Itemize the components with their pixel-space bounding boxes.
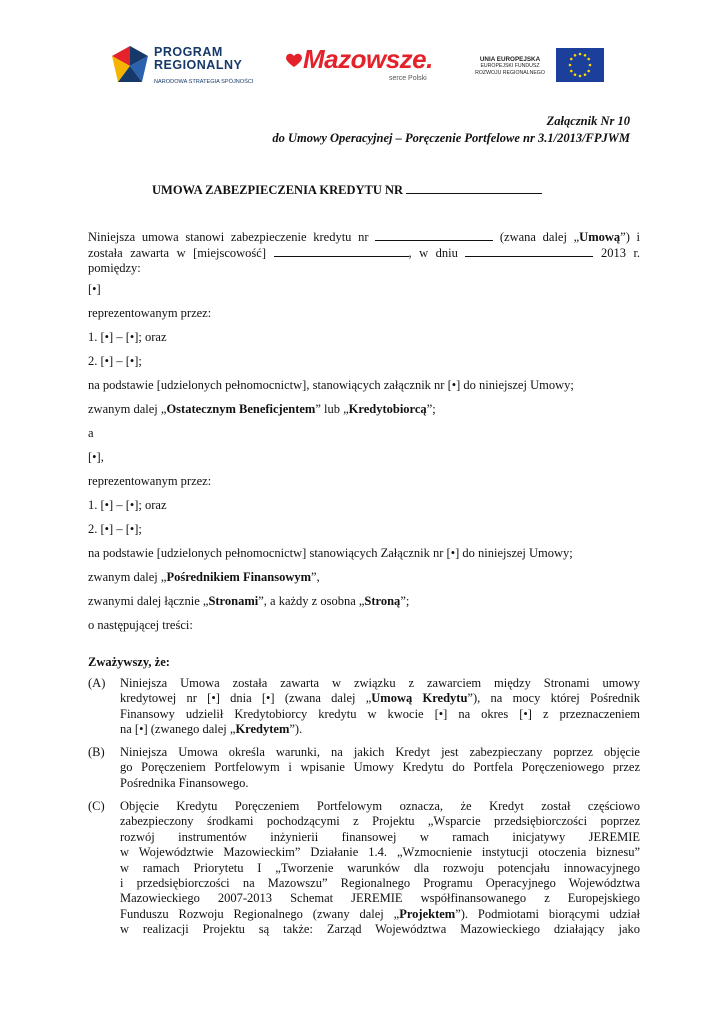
- annex-reference: Załącznik Nr 10 do Umowy Operacyjnej – Poręczenie Portfelowe nr 3.1/2013/FPJWM: [272, 114, 630, 145]
- intro-paragraph: [88, 229, 640, 276]
- whereas-heading: Zważywszy, że:: [88, 655, 170, 669]
- program-regionalny-logo: [110, 40, 270, 90]
- intro-line-3: pomiędzy:: [88, 261, 141, 275]
- party2-rep2: 2. [•] – [•];: [88, 522, 142, 536]
- mazowsze-logo: [285, 44, 445, 88]
- credit-number-blank: [375, 229, 493, 241]
- party1-called: zwanym dalej „Ostatecznym Beneficjentem” lub „Kredytobiorcą”;: [88, 402, 436, 416]
- party2-bullet: [•],: [88, 450, 104, 464]
- content-intro: o następującej treści:: [88, 618, 193, 632]
- recital-c-label: (C): [88, 799, 105, 813]
- page-header: [0, 0, 725, 100]
- recital-b-text: Niniejsza Umowa określa warunki, na jakich Kredyt jest zabezpieczany poprzez objęcie go Poręczeniem Portfelowym i wpisanie Umowy Kredytu do Portfela Poręczeniowego przez Pośrednika Finansowego.: [120, 745, 640, 790]
- intro-line-1: Niniejsza umowa stanowi zabezpieczenie kredytu nr (zwana dalej „Umową”) i: [88, 230, 641, 244]
- program-regionalny-title: PROGRAM REGIONALNY: [154, 45, 243, 72]
- party2-called: zwanym dalej „Pośrednikiem Finansowym”,: [88, 570, 320, 584]
- party2-rep1: 1. [•] – [•]; oraz: [88, 498, 167, 512]
- party1-represented: reprezentowanym przez:: [88, 306, 212, 320]
- eu-logo: [470, 48, 605, 84]
- place-blank: [274, 245, 409, 257]
- and-connector: a: [88, 426, 94, 440]
- recital-c-text: Objęcie Kredytu Poręczeniem Portfelowym oznacza, że Kredyt został częściowo zabezpieczony środkami pochodzącymi z Projektu „Wsparcie przedsiębiorczości poprzez rozwój instrumentów inżynierii finansowej w ramach inicjatywy JEREMIE w Województwie Mazowieckim” Działanie 1.4. „Wzmocnienie instytucji otoczenia biznesu” w ramach Priorytetu I „Tworzenie warunków dla rozwoju potencjału innowacyjnego i przedsiębiorczości na Mazowszu” Regionalnego Programu Operacyjnego Województwa Mazowieckiego 2007-2013 Schemat JEREMIE współfinansowanego z Europejskiego Funduszu Rozwoju Regionalnego (zwany dalej „Projektem”). Podmiotami biorącymi udział w realizacji Projektu są także: Zarząd Województwa Mazowieckiego działający jako: [120, 799, 641, 937]
- party1-bullet: [•]: [88, 282, 101, 296]
- party1-rep1: 1. [•] – [•]; oraz: [88, 330, 167, 344]
- heart-icon: [285, 52, 303, 68]
- mazowsze-wordmark: Mazowsze.: [303, 44, 433, 74]
- eu-logo-text: UNIA EUROPEJSKA EUROPEJSKI FUNDUSZ ROZWOJU REGIONALNEGO: [475, 56, 545, 76]
- mazowsze-tagline: serce Polski: [389, 75, 427, 82]
- party1-rep2: 2. [•] – [•];: [88, 354, 142, 368]
- program-regionalny-subtitle: NARODOWA STRATEGIA SPÓJNOŚCI: [154, 79, 254, 85]
- party2-represented: reprezentowanym przez:: [88, 474, 212, 488]
- party1-basis: na podstawie [udzielonych pełnomocnictw], stanowiących załącznik nr [•] do niniejszej Umowy;: [88, 378, 574, 392]
- party2-basis: na podstawie [udzielonych pełnomocnictw] stanowiących Załącznik nr [•] do niniejszej Umowy;: [88, 546, 573, 560]
- intro-line-2: została zawarta w [miejscowość] , w dniu 2013 r.: [88, 246, 641, 260]
- parties-definition: zwanymi dalej łącznie „Stronami”, a każdy z osobna „Stroną”;: [88, 594, 410, 608]
- recital-a-text: Niniejsza Umowa została zawarta w związku z zawarciem między Stronami umowy kredytowej nr [•] dnia [•] (zwana dalej „Umową Kredytu”), na mocy której Pośrednik Finansowy udzielił Kredytobiorcy kredytu w kwocie [•] na okres [•] z przeznaczeniem na [•] (zwanego dalej „Kredytem”).: [120, 676, 640, 737]
- title-number-blank: [406, 181, 542, 194]
- eu-flag-icon: [556, 48, 604, 82]
- program-regionalny-mark-icon: [110, 42, 150, 86]
- date-blank: [465, 245, 593, 257]
- recital-b-label: (B): [88, 745, 105, 759]
- document-title: UMOWA ZABEZPIECZENIA KREDYTU NR: [152, 181, 542, 198]
- recital-a-label: (A): [88, 676, 106, 690]
